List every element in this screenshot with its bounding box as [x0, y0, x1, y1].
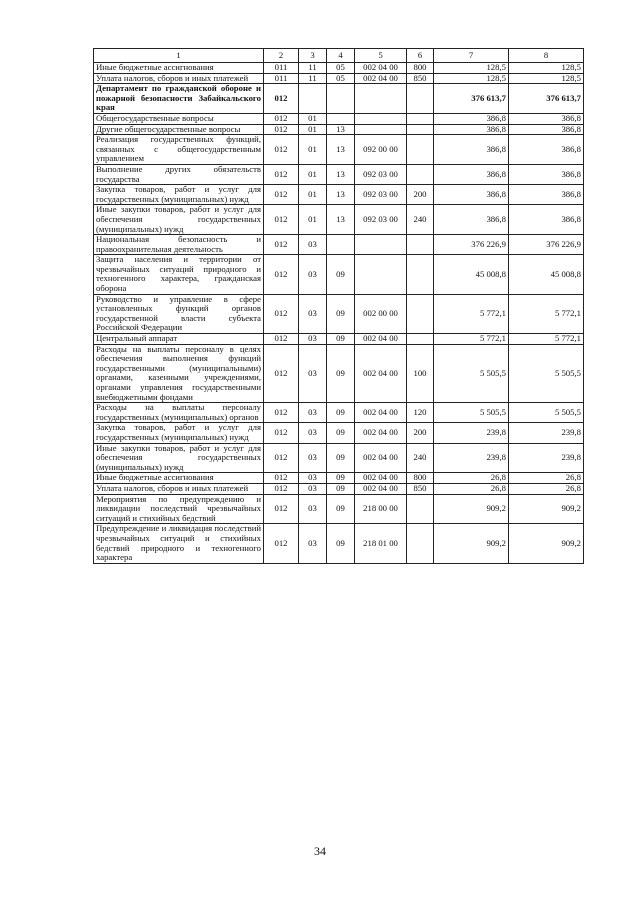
cell-admin-code: 012 — [264, 403, 299, 423]
cell-target-article: 002 00 00 — [355, 294, 407, 333]
cell-admin-code: 012 — [264, 124, 299, 135]
cell-target-article — [355, 235, 407, 255]
table-row — [94, 84, 584, 114]
cell-target-article: 002 04 00 — [355, 334, 407, 345]
cell-amount-col7: 128,5 — [434, 73, 509, 84]
cell-admin-code: 012 — [264, 443, 299, 473]
cell-expense-type — [407, 294, 434, 333]
table-row — [94, 443, 584, 473]
cell-expense-type: 120 — [407, 403, 434, 423]
cell-section: 01 — [299, 135, 327, 165]
cell-expense-type: 200 — [407, 185, 434, 205]
cell-name: Центральный аппарат — [94, 334, 264, 345]
table-row — [94, 135, 584, 165]
cell-section: 01 — [299, 185, 327, 205]
cell-section: 01 — [299, 205, 327, 235]
cell-target-article: 092 03 00 — [355, 164, 407, 184]
cell-section: 01 — [299, 113, 327, 124]
cell-amount-col8: 386,8 — [509, 185, 584, 205]
table-row — [94, 334, 584, 345]
cell-subsection: 09 — [327, 423, 355, 443]
cell-name: Национальная безопасность и правоохранительная деятельность — [94, 235, 264, 255]
cell-amount-col8: 128,5 — [509, 63, 584, 74]
column-header: 2 — [264, 49, 299, 63]
cell-section: 03 — [299, 255, 327, 294]
cell-subsection: 09 — [327, 473, 355, 484]
cell-admin-code: 012 — [264, 235, 299, 255]
cell-expense-type: 200 — [407, 423, 434, 443]
cell-name: Выполнение других обязательств государства — [94, 164, 264, 184]
cell-expense-type — [407, 84, 434, 114]
cell-subsection — [327, 235, 355, 255]
cell-amount-col7: 5 772,1 — [434, 294, 509, 333]
cell-target-article — [355, 84, 407, 114]
cell-target-article — [355, 113, 407, 124]
cell-amount-col8: 5 505,5 — [509, 403, 584, 423]
cell-section: 01 — [299, 124, 327, 135]
cell-target-article: 218 01 00 — [355, 524, 407, 563]
cell-amount-col7: 909,2 — [434, 524, 509, 563]
column-header: 8 — [509, 49, 584, 63]
cell-expense-type: 800 — [407, 63, 434, 74]
cell-amount-col7: 376 613,7 — [434, 84, 509, 114]
cell-name: Иные закупки товаров, работ и услуг для обеспечения государственных (муниципальных) нужд — [94, 443, 264, 473]
cell-amount-col7: 386,8 — [434, 205, 509, 235]
cell-target-article: 002 04 00 — [355, 403, 407, 423]
cell-section: 03 — [299, 473, 327, 484]
cell-name: Мероприятия по предупреждению и ликвидации последствий чрезвычайных ситуаций и стихийных бедствий — [94, 494, 264, 524]
cell-subsection — [327, 113, 355, 124]
table-header-row — [94, 49, 584, 63]
cell-target-article: 092 00 00 — [355, 135, 407, 165]
cell-subsection: 05 — [327, 63, 355, 74]
cell-amount-col8: 386,8 — [509, 164, 584, 184]
cell-amount-col8: 5 772,1 — [509, 334, 584, 345]
cell-name: Закупка товаров, работ и услуг для государственных (муниципальных) нужд — [94, 423, 264, 443]
cell-amount-col7: 239,8 — [434, 423, 509, 443]
cell-amount-col8: 26,8 — [509, 483, 584, 494]
cell-name: Предупреждение и ликвидация последствий чрезвычайных ситуаций и стихийных бедствий природного и техногенного характера — [94, 524, 264, 563]
cell-subsection: 13 — [327, 164, 355, 184]
column-header: 6 — [407, 49, 434, 63]
cell-amount-col7: 26,8 — [434, 483, 509, 494]
cell-target-article: 002 04 00 — [355, 423, 407, 443]
cell-name: Иные бюджетные ассигнования — [94, 473, 264, 484]
cell-admin-code: 012 — [264, 205, 299, 235]
cell-subsection: 09 — [327, 494, 355, 524]
cell-admin-code: 012 — [264, 344, 299, 403]
table-row — [94, 205, 584, 235]
cell-name: Закупка товаров, работ и услуг для государственных (муниципальных) нужд — [94, 185, 264, 205]
cell-subsection — [327, 84, 355, 114]
cell-amount-col7: 386,8 — [434, 135, 509, 165]
cell-target-article: 002 04 00 — [355, 483, 407, 494]
table-row — [94, 164, 584, 184]
cell-amount-col8: 128,5 — [509, 73, 584, 84]
cell-admin-code: 012 — [264, 483, 299, 494]
column-header: 1 — [94, 49, 264, 63]
cell-amount-col7: 5 772,1 — [434, 334, 509, 345]
cell-section: 01 — [299, 164, 327, 184]
cell-subsection: 13 — [327, 205, 355, 235]
cell-amount-col8: 386,8 — [509, 205, 584, 235]
cell-amount-col8: 5 772,1 — [509, 294, 584, 333]
table-row — [94, 294, 584, 333]
cell-admin-code: 012 — [264, 185, 299, 205]
cell-subsection: 13 — [327, 124, 355, 135]
cell-expense-type — [407, 164, 434, 184]
cell-target-article: 002 04 00 — [355, 73, 407, 84]
cell-admin-code: 012 — [264, 255, 299, 294]
cell-amount-col8: 909,2 — [509, 494, 584, 524]
cell-section — [299, 84, 327, 114]
cell-admin-code: 011 — [264, 63, 299, 74]
cell-amount-col8: 376 613,7 — [509, 84, 584, 114]
cell-admin-code: 012 — [264, 164, 299, 184]
cell-expense-type: 100 — [407, 344, 434, 403]
cell-amount-col8: 26,8 — [509, 473, 584, 484]
table-row — [94, 473, 584, 484]
cell-admin-code: 012 — [264, 494, 299, 524]
cell-expense-type — [407, 494, 434, 524]
cell-expense-type — [407, 255, 434, 294]
cell-section: 03 — [299, 235, 327, 255]
cell-name: Уплата налогов, сборов и иных платежей — [94, 73, 264, 84]
table-row — [94, 483, 584, 494]
cell-amount-col8: 386,8 — [509, 135, 584, 165]
cell-admin-code: 012 — [264, 294, 299, 333]
table-row — [94, 73, 584, 84]
cell-name: Реализация государственных функций, связанных с общегосударственным управлением — [94, 135, 264, 165]
budget-table — [93, 48, 584, 564]
cell-section: 03 — [299, 483, 327, 494]
cell-amount-col7: 239,8 — [434, 443, 509, 473]
cell-name: Департамент по гражданской обороне и пожарной безопасности Забайкальского края — [94, 84, 264, 114]
cell-amount-col7: 386,8 — [434, 113, 509, 124]
cell-amount-col7: 45 008,8 — [434, 255, 509, 294]
cell-amount-col8: 386,8 — [509, 124, 584, 135]
cell-target-article: 002 04 00 — [355, 443, 407, 473]
cell-subsection: 09 — [327, 443, 355, 473]
table-row — [94, 124, 584, 135]
cell-amount-col8: 376 226,9 — [509, 235, 584, 255]
cell-target-article: 002 04 00 — [355, 63, 407, 74]
column-header: 4 — [327, 49, 355, 63]
cell-admin-code: 012 — [264, 113, 299, 124]
cell-admin-code: 011 — [264, 73, 299, 84]
cell-amount-col7: 5 505,5 — [434, 344, 509, 403]
cell-admin-code: 012 — [264, 473, 299, 484]
cell-amount-col8: 5 505,5 — [509, 344, 584, 403]
cell-subsection: 09 — [327, 255, 355, 294]
table-row — [94, 235, 584, 255]
cell-section: 03 — [299, 494, 327, 524]
table-row — [94, 403, 584, 423]
cell-amount-col8: 239,8 — [509, 443, 584, 473]
cell-expense-type: 850 — [407, 73, 434, 84]
table-row — [94, 63, 584, 74]
cell-amount-col7: 909,2 — [434, 494, 509, 524]
cell-name: Общегосударственные вопросы — [94, 113, 264, 124]
cell-section: 03 — [299, 294, 327, 333]
table-row — [94, 524, 584, 563]
cell-name: Защита населения и территории от чрезвычайных ситуаций природного и техногенного характера, гражданская оборона — [94, 255, 264, 294]
table-row — [94, 494, 584, 524]
cell-amount-col7: 386,8 — [434, 164, 509, 184]
cell-section: 03 — [299, 403, 327, 423]
cell-name: Расходы на выплаты персоналу в целях обеспечения выполнения функций государственными (муниципальными) органами, казенными учреждениями, органами управления государственными внебюджетными фондами — [94, 344, 264, 403]
cell-subsection: 09 — [327, 334, 355, 345]
cell-subsection: 13 — [327, 185, 355, 205]
cell-admin-code: 012 — [264, 423, 299, 443]
column-header: 5 — [355, 49, 407, 63]
cell-expense-type — [407, 235, 434, 255]
cell-target-article: 092 03 00 — [355, 205, 407, 235]
cell-subsection: 09 — [327, 483, 355, 494]
cell-target-article: 002 04 00 — [355, 344, 407, 403]
cell-subsection: 09 — [327, 524, 355, 563]
cell-section: 03 — [299, 334, 327, 345]
cell-admin-code: 012 — [264, 524, 299, 563]
cell-target-article — [355, 255, 407, 294]
cell-amount-col7: 376 226,9 — [434, 235, 509, 255]
cell-name: Руководство и управление в сфере установленных функций органов государственной власти субъекта Российской Федерации — [94, 294, 264, 333]
cell-amount-col8: 386,8 — [509, 113, 584, 124]
cell-target-article: 002 04 00 — [355, 473, 407, 484]
cell-name: Другие общегосударственные вопросы — [94, 124, 264, 135]
page-number: 34 — [314, 844, 326, 858]
cell-section: 11 — [299, 63, 327, 74]
cell-amount-col8: 909,2 — [509, 524, 584, 563]
table-row — [94, 423, 584, 443]
table-row — [94, 344, 584, 403]
cell-expense-type: 240 — [407, 443, 434, 473]
cell-section: 11 — [299, 73, 327, 84]
table-row — [94, 255, 584, 294]
cell-expense-type — [407, 113, 434, 124]
cell-expense-type: 800 — [407, 473, 434, 484]
cell-expense-type — [407, 135, 434, 165]
table-row — [94, 113, 584, 124]
cell-admin-code: 012 — [264, 84, 299, 114]
cell-name: Иные бюджетные ассигнования — [94, 63, 264, 74]
cell-subsection: 09 — [327, 403, 355, 423]
cell-subsection: 13 — [327, 135, 355, 165]
cell-amount-col8: 45 008,8 — [509, 255, 584, 294]
cell-name: Уплата налогов, сборов и иных платежей — [94, 483, 264, 494]
cell-name: Иные закупки товаров, работ и услуг для обеспечения государственных (муниципальных) нужд — [94, 205, 264, 235]
cell-target-article: 092 03 00 — [355, 185, 407, 205]
column-header: 3 — [299, 49, 327, 63]
cell-subsection: 05 — [327, 73, 355, 84]
table-row — [94, 185, 584, 205]
cell-admin-code: 012 — [264, 135, 299, 165]
cell-amount-col7: 5 505,5 — [434, 403, 509, 423]
cell-amount-col7: 128,5 — [434, 63, 509, 74]
cell-expense-type: 240 — [407, 205, 434, 235]
cell-target-article — [355, 124, 407, 135]
cell-expense-type: 850 — [407, 483, 434, 494]
cell-expense-type — [407, 524, 434, 563]
cell-expense-type — [407, 124, 434, 135]
cell-amount-col7: 386,8 — [434, 124, 509, 135]
cell-section: 03 — [299, 524, 327, 563]
cell-amount-col8: 239,8 — [509, 423, 584, 443]
cell-amount-col7: 26,8 — [434, 473, 509, 484]
cell-section: 03 — [299, 443, 327, 473]
cell-amount-col7: 386,8 — [434, 185, 509, 205]
cell-target-article: 218 00 00 — [355, 494, 407, 524]
cell-name: Расходы на выплаты персоналу государственных (муниципальных) органов — [94, 403, 264, 423]
cell-expense-type — [407, 334, 434, 345]
cell-section: 03 — [299, 423, 327, 443]
column-header: 7 — [434, 49, 509, 63]
cell-subsection: 09 — [327, 294, 355, 333]
cell-section: 03 — [299, 344, 327, 403]
cell-subsection: 09 — [327, 344, 355, 403]
cell-admin-code: 012 — [264, 334, 299, 345]
